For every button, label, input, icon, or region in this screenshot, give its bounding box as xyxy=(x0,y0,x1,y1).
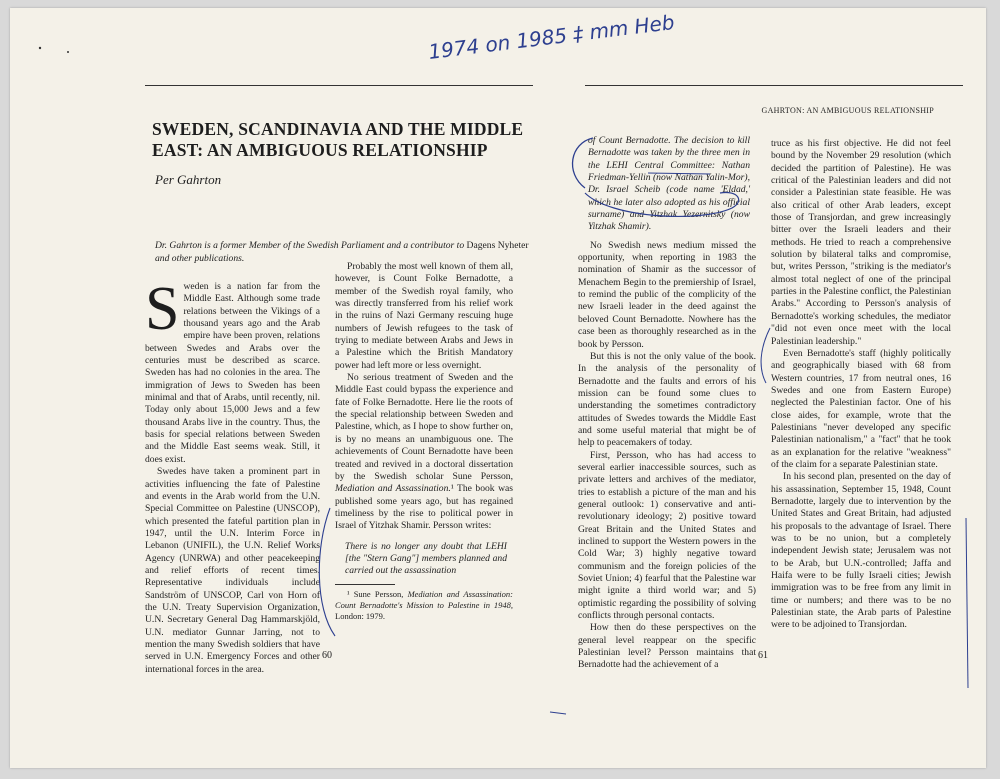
paragraph: But this is not the only value of the book. In the analysis of the personality of Bernadotte and the faults and errors of his mission can be found some clues to understanding the sometimes contradictory attitudes of Swedes towards the Middle East and some useful material that might be of help to peacemakers of today. xyxy=(578,350,756,449)
page-number-left: 60 xyxy=(322,650,332,661)
paragraph: Even Bernadotte's staff (highly politically and geographically biased with 68 from Western countries, 17 from neutral ones, 16 Swedes and one from Eastern Europe) neglected the Palestinian factor. One of his close aides, for example, wrote that the Palestinians "never developed any specific Palestinian nationalism," a "fact" that he took as an explanation for the relative "weakness" of the claim for a separate Palestinian state. xyxy=(771,347,951,470)
block-quote: There is no longer any doubt that LEHI [the "Stern Gang"] members planned and carried out the assassination xyxy=(345,540,507,577)
paragraph: Probably the most well known of them all, however, is Count Folke Bernadotte, a member of the Swedish royal family, who was directly transferred from his relief work in the ruins of Nazi Germany rescuing huge numbers of Jewish refugees to the task of trying to mediate between Arabs and Jews in a Palestine which the British Mandatory power had left more or less overnight. xyxy=(335,261,513,371)
footnote-book: Mediation and Assassination: Count Bernadotte's Mission to Palestine in 1948, xyxy=(335,588,514,610)
pen-margin-line xyxy=(966,518,968,688)
pen-margin-mark-right xyxy=(761,328,770,383)
running-head: GAHRTON: AN AMBIGUOUS RELATIONSHIP xyxy=(761,106,934,115)
handwritten-note: 1974 on 1985 ‡ mm Heb xyxy=(427,10,676,65)
speck xyxy=(67,51,69,53)
paragraph: Swedes have taken a prominent part in activities influencing the fate of Palestine and events in the Arab world from the U.N. Special Committee on Palestine (UNSCOP), which presented the fateful partition plan in 1947, until the U.N. Interim Force in Lebanon (UNIFIL), the U.N. Relief Works Agency (UNRWA) and other peacekeeping and relief efforts of recent times. Representative individuals include Sandström of UNSCOP, Carl von Horn of the U.N. Treaty Supervision Organization, U.N. Secretary General Dag Hammarskjöld, U.N. mediator Gunnar Jarring, not to mention the many Swedish soldiers that have served in U.N. Emergency Forces and other international forces in the area. xyxy=(145,466,320,675)
pen-margin-mark-left xyxy=(319,508,335,636)
paragraph: How then do these perspectives on the general level reappear on the specific Palestinian level? Persson maintains that Bernadotte had the achievement of a xyxy=(578,622,756,671)
pen-dash-mark xyxy=(550,712,566,714)
paragraph: truce as his first objective. He did not feel bound by the November 29 resolution (which decided the partition of Palestine). He was critical of the Palestinian leaders and did not consider a Palestinian state feasible. He was also critical of other Arab leaders, except those of Transjordan, and grew increasingly bitter over the Israeli leaders and their methods. He tried to reach a comprehensive solution by bilateral talks and compromise, but, writes Persson, "striking is the mediator's almost total neglect of one of the principal parties in the Palestine conflict, the Palestinian Arabs." According to Persson's analysis of Bernadotte's working schedules, the mediator "did not even once meet with the local Palestinian leadership." xyxy=(771,138,951,347)
pen-bracket-mark xyxy=(573,138,593,188)
bio-publication: Dagens Nyheter xyxy=(466,240,529,251)
block-quote: of Count Bernadotte. The decision to kill Bernadotte was taken by the three men in the LEHI Central Committee: Nathan Friedman-Yellin (now Nathan Yalin-Mor), Dr. Israel Scheib (code name 'Eldad,' which he later also adopted as his official surname) and Yitzhak Yezernitsky (now Yitzhak Shamir). xyxy=(588,135,750,233)
footnote-text: London: 1979. xyxy=(335,610,386,621)
pen-circle-mark xyxy=(585,192,739,216)
article-title: SWEDEN, SCANDINAVIA AND THE MIDDLE EAST: AN AMBIGUOUS RELATIONSHIP xyxy=(152,119,524,160)
pen-underline-mark xyxy=(648,173,710,174)
paragraph-text: No serious treatment of Sweden and the Middle East could bypass the experience and fate of Folke Bernadotte. Here lie the roots of the special relationship between Sweden and Palestine, which, as I hope to show further on, is by no means an unambiguous one. The achievements of Count Bernadotte have been treated and revived in a doctoral dissertation by the Swedish scholar Sune Persson, xyxy=(335,372,513,482)
paragraph-text: ¹ The book was published some years ago, but has regained timeliness by the rise to political power in Israel of Yitzhak Shamir. Persson writes: xyxy=(335,483,514,532)
paragraph: First, Persson, who has had access to several earlier inaccessible sources, such as private letters and archives of the mediator, tries to establish a picture of the man and his general outlook: 1) conservative and anti-revolutionary ideology; 2) positive toward Great Britain and the United States and inclined to support the Western powers in the Cold War; 3) highly negative toward communism and the foreign policies of the Soviet Union; 4) fearful that the Palestine war might ignite a third world war; and 5) optimistic regarding the possibility of solving conflicts through personal contacts. xyxy=(578,449,756,622)
page-number-right: 61 xyxy=(758,650,768,661)
drop-cap: S xyxy=(145,275,180,343)
book-title: Mediation and Assassination. xyxy=(335,483,451,495)
bio-text-2: and other publications. xyxy=(155,252,245,264)
bio-text-1: Dr. Gahrton is a former Member of the Swedish Parliament and a contributor to xyxy=(155,240,465,251)
pen-annotations xyxy=(10,8,986,768)
paragraph: In his second plan, presented on the day of his assassination, September 15, 1948, Count Bernadotte, largely due to intervention by the United States and Great Britain, had adjusted his proposals to the advantage of Israel. There was to be no union, but a completely independent Jewish state; Jerusalem was not to be Arab, but U.N.-controlled; Jaffa and Haifa were to be fully Israeli cities; Jewish immigration was to be free from any limit in time or numbers; and there was to be no Palestinian state, the Arab parts of Palestine were to be adjoined to Transjordan. xyxy=(771,471,951,631)
footnote-text: ¹ Sune Persson, xyxy=(347,588,404,599)
article-author: Per Gahrton xyxy=(155,172,222,187)
scanned-page-spread xyxy=(10,8,986,768)
speck xyxy=(39,47,41,49)
paragraph-text: weden is a nation far from the Middle East. Although some trade relations between the Vikings of a thousand years ago and the Arab empire have been proven, relations between Swedes and Arabs over the centuries must be described as scarce. Sweden has had no colonies in the area. The immigration of Jews to Sweden has been minimal and that of Arabs, until recently, nil. Today only about 15,000 Jews and a few thousand Arabs live in the country. Thus, the basis for special relations between Sweden and the Middle East seems weak. Still, it does exist. xyxy=(145,281,320,465)
paragraph: No Swedish news medium missed the opportunity, when reporting in 1983 the nomination of Shamir as the successor of Menachem Begin to the premiership of Israel, to remind the public of the complicity of the new Israeli leader in the deed against the beloved Count Bernadotte. Nowhere has the case been as thoroughly researched as in the book by Persson. xyxy=(578,239,756,350)
